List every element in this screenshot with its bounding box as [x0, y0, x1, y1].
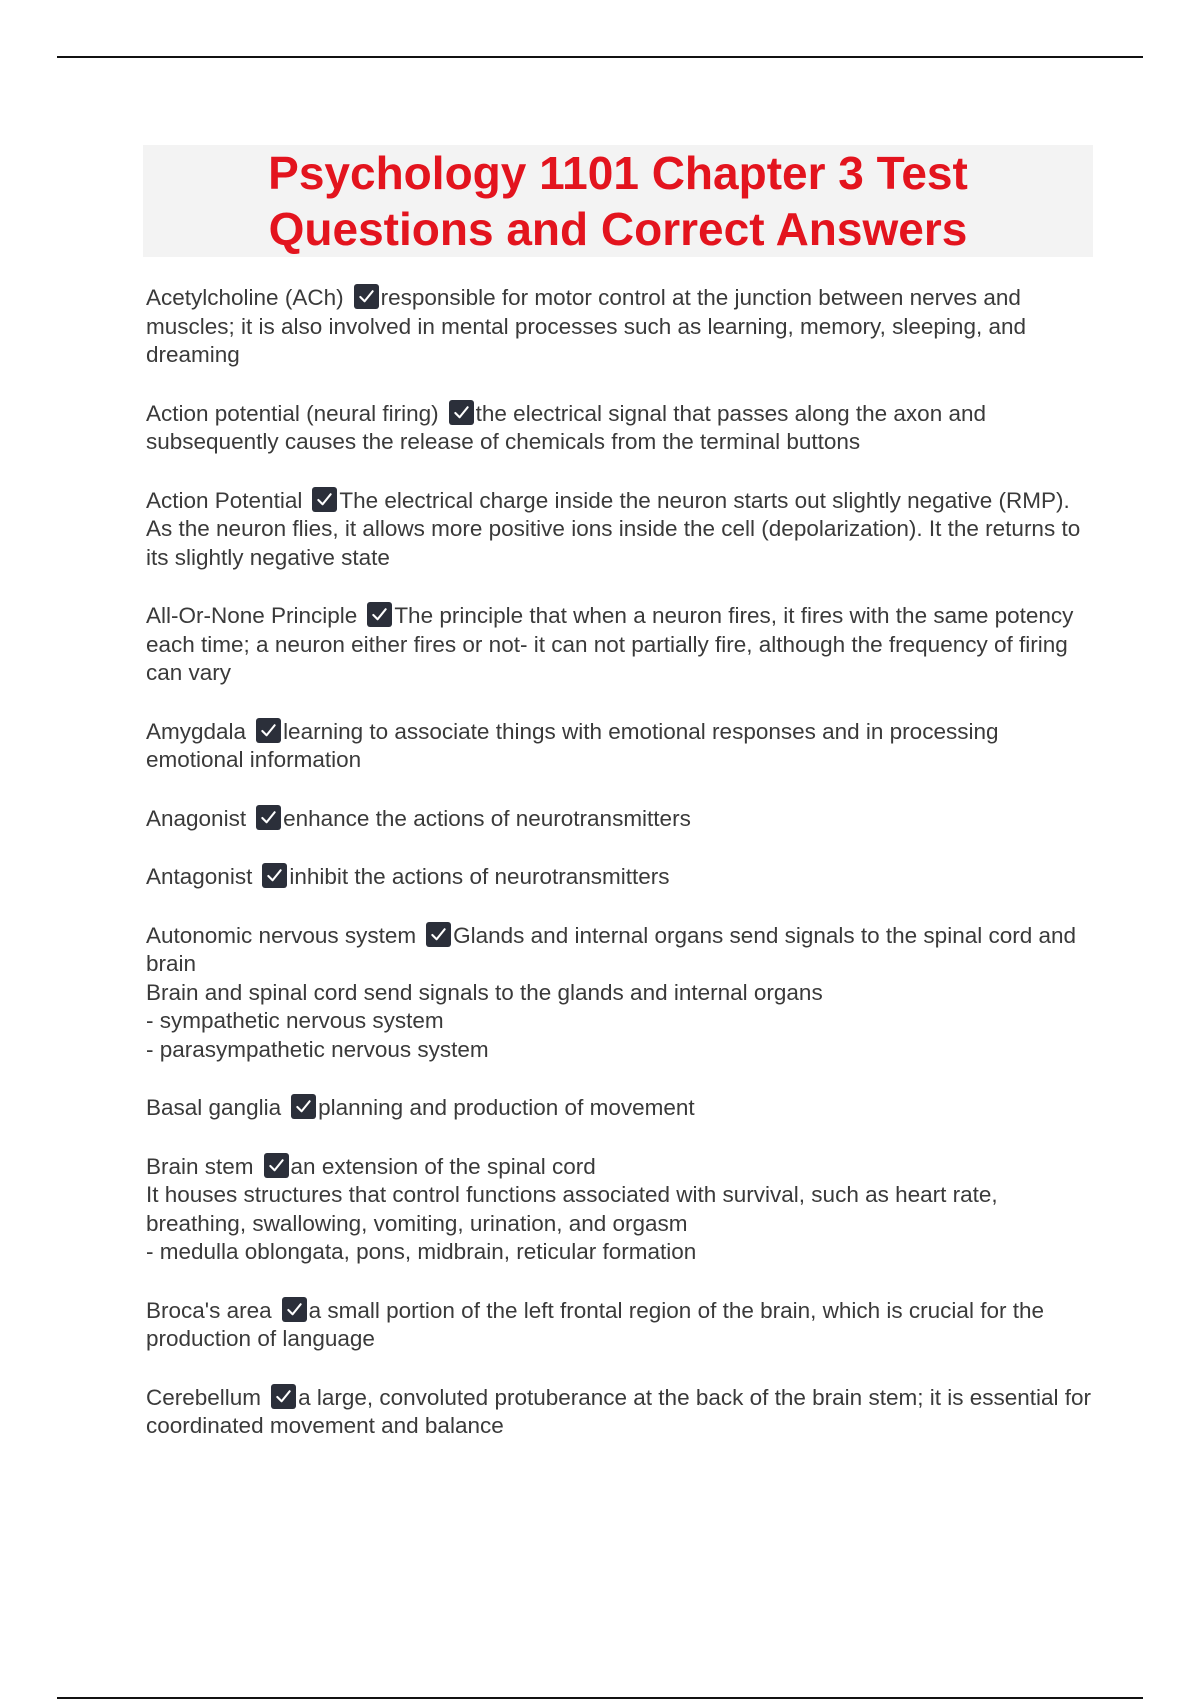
- entry-term: All-Or-None Principle: [146, 603, 358, 628]
- checkbox-check-icon: [282, 1297, 307, 1322]
- checkbox-check-icon: [312, 487, 337, 512]
- flashcard-entry: [146, 1153, 1096, 1267]
- entry-term: Anagonist: [146, 805, 247, 831]
- flashcard-entry: [146, 1384, 1096, 1441]
- checkbox-check-icon: [256, 718, 281, 743]
- top-rule: [57, 56, 1143, 58]
- entry-definition: an extension of the spinal cord: [290, 1153, 596, 1179]
- entry-definition: planning and production of movement: [318, 1095, 695, 1120]
- entry-term: Brain stem: [146, 1153, 254, 1179]
- checkbox-check-icon: [262, 863, 287, 888]
- entry-extra-line: It houses structures that control functions associated with survival, such as heart rate, breathing, swallowing, vomiting, urination, and orgasm: [146, 1182, 998, 1236]
- entry-definition: a small portion of the left frontal region of the brain, which is crucial for the production of language: [146, 1297, 1044, 1351]
- flashcard-entry: [146, 1297, 1096, 1354]
- title-banner: [143, 145, 1093, 257]
- entry-term: Basal ganglia: [146, 1095, 282, 1120]
- checkbox-check-icon: [271, 1384, 296, 1409]
- entry-definition: inhibit the actions of neurotransmitters: [289, 864, 670, 889]
- flashcard-list: [146, 284, 1096, 1471]
- entry-extra-line: - parasympathetic nervous system: [146, 1036, 489, 1062]
- entry-extra-line: Brain and spinal cord send signals to the glands and internal organs: [146, 979, 823, 1005]
- flashcard-entry: [146, 805, 1096, 834]
- entry-extra-line: - sympathetic nervous system: [146, 1008, 444, 1033]
- entry-definition: a large, convoluted protuberance at the back of the brain stem; it is essential for coordinated movement and balance: [146, 1384, 1092, 1438]
- checkbox-check-icon: [449, 400, 474, 425]
- entry-term: Autonomic nervous system: [146, 922, 417, 948]
- entry-term: Action Potential: [146, 487, 303, 513]
- checkbox-check-icon: [354, 284, 379, 309]
- checkbox-check-icon: [426, 922, 451, 947]
- checkbox-check-icon: [291, 1094, 316, 1119]
- flashcard-entry: [146, 602, 1096, 688]
- entry-term: Amygdala: [146, 718, 247, 744]
- entry-definition: The electrical charge inside the neuron starts out slightly negative (RMP). As the neuron flies, it allows more positive ions inside the cell (depolarization). It the returns to its slightly negative state: [146, 487, 1081, 570]
- entry-term: Broca's area: [146, 1297, 272, 1323]
- page-title-line-1: Psychology 1101 Chapter 3 Test: [268, 147, 968, 199]
- checkbox-check-icon: [367, 602, 392, 627]
- entry-definition: The principle that when a neuron fires, it fires with the same potency each time; a neuron either fires or not- it can not partially fire, although the frequency of firing can vary: [146, 603, 1074, 685]
- page-title-line-2: Questions and Correct Answers: [268, 203, 968, 255]
- entry-definition: responsible for motor control at the junction between nerves and muscles; it is also involved in mental processes such as learning, memory, sleeping, and dreaming: [146, 285, 1026, 367]
- flashcard-entry: [146, 400, 1096, 457]
- flashcard-entry: [146, 863, 1096, 892]
- entry-extra-line: - medulla oblongata, pons, midbrain, reticular formation: [146, 1239, 697, 1264]
- entry-definition: learning to associate things with emotional responses and in processing emotional information: [146, 718, 999, 772]
- flashcard-entry: [146, 284, 1096, 370]
- entry-term: Antagonist: [146, 864, 253, 889]
- entry-term: Cerebellum: [146, 1384, 262, 1410]
- flashcard-entry: [146, 922, 1096, 1065]
- entry-definition: the electrical signal that passes along the axon and subsequently causes the release of chemicals from the terminal buttons: [146, 400, 986, 454]
- entry-definition: enhance the actions of neurotransmitters: [283, 805, 691, 831]
- entry-term: Acetylcholine (ACh): [146, 285, 344, 310]
- bottom-rule: [57, 1697, 1143, 1699]
- checkbox-check-icon: [256, 805, 281, 830]
- flashcard-entry: [146, 487, 1096, 573]
- flashcard-entry: [146, 1094, 1096, 1123]
- entry-definition: Glands and internal organs send signals to the spinal cord and brain: [146, 922, 1077, 976]
- entry-term: Action potential (neural firing): [146, 400, 439, 426]
- checkbox-check-icon: [264, 1153, 289, 1178]
- flashcard-entry: [146, 718, 1096, 775]
